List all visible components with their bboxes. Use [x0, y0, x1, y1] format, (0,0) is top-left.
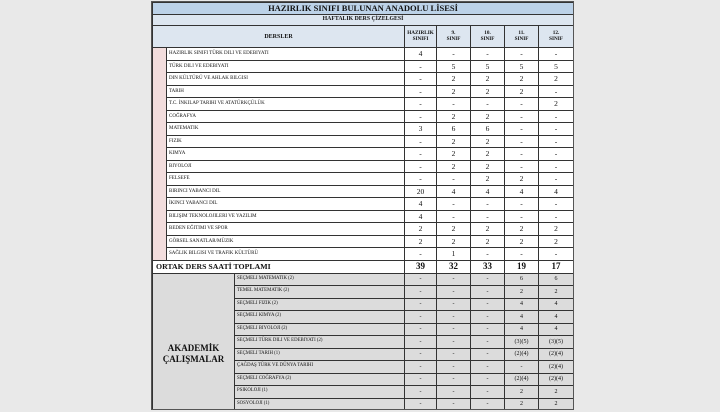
hours-cell: - — [405, 311, 437, 324]
subject-name: DIN KÜLTÜRÜ VE AHLAK BILGISI — [167, 73, 405, 86]
hours-cell: - — [505, 135, 539, 148]
subject-name: TARIH — [167, 85, 405, 98]
subject-name: BIYOLOJI — [167, 160, 405, 173]
subject-name: SOSYOLOJI (1) — [235, 398, 405, 410]
hours-cell: - — [471, 98, 505, 111]
hours-cell: - — [437, 198, 471, 211]
hours-cell: 2 — [505, 286, 539, 299]
hours-cell: 3 — [405, 123, 437, 136]
hours-cell: - — [539, 173, 574, 186]
grade-10-header — [471, 26, 505, 48]
hours-cell: 2 — [405, 223, 437, 236]
hours-cell: - — [471, 198, 505, 211]
ortak-dersler-label — [153, 48, 167, 261]
hours-cell: - — [405, 85, 437, 98]
hours-cell: 2 — [405, 235, 437, 248]
hours-cell: - — [405, 298, 437, 311]
grade-10-label: SINIF — [480, 35, 495, 42]
subject-name: ÇAĞDAŞ TÜRK VE DÜNYA TARIHI — [235, 361, 405, 374]
subject-name: SAĞLIK BILGISI VE TRAFIK KÜLTÜRÜ — [167, 248, 405, 261]
hours-cell: - — [405, 248, 437, 261]
hours-cell: 2 — [471, 148, 505, 161]
hours-cell: - — [437, 286, 471, 299]
subject-name: SEÇMELI KIMYA (2) — [235, 311, 405, 324]
hours-cell: - — [539, 135, 574, 148]
hours-cell: (3)(5) — [505, 336, 539, 349]
hours-cell: - — [437, 273, 471, 286]
hours-cell: - — [405, 273, 437, 286]
hours-cell: - — [471, 323, 505, 336]
hours-cell: - — [505, 160, 539, 173]
akademik-label-line: AKADEMİK — [167, 343, 220, 354]
subject-name: PSIKOLOJI (1) — [235, 386, 405, 399]
hours-cell: - — [471, 210, 505, 223]
hours-cell: 2 — [539, 386, 574, 399]
hours-cell: (2)(4) — [539, 361, 574, 374]
hours-cell: 2 — [437, 73, 471, 86]
hours-cell: - — [405, 173, 437, 186]
hours-cell: 2 — [471, 173, 505, 186]
hours-cell: 4 — [405, 198, 437, 211]
grade-9-num: 9. — [451, 30, 456, 37]
hours-cell: 4 — [539, 311, 574, 324]
hours-cell: - — [405, 73, 437, 86]
hours-cell: - — [539, 148, 574, 161]
hours-cell: - — [471, 273, 505, 286]
table-row — [153, 85, 574, 98]
hours-cell: - — [471, 336, 505, 349]
hours-cell: 4 — [405, 48, 437, 61]
hours-cell: - — [437, 311, 471, 324]
hours-cell: 2 — [539, 73, 574, 86]
hours-cell: - — [471, 373, 505, 386]
hours-cell: 2 — [539, 398, 574, 410]
total-label: ORTAK DERS SAATİ TOPLAMI — [153, 260, 405, 273]
hours-cell: - — [405, 398, 437, 410]
hours-cell: 6 — [471, 123, 505, 136]
hours-cell: 39 — [405, 260, 437, 273]
hours-cell: - — [471, 398, 505, 410]
hours-cell: 2 — [471, 85, 505, 98]
hours-cell: - — [539, 198, 574, 211]
hours-cell: (2)(4) — [539, 373, 574, 386]
hours-cell: 2 — [505, 223, 539, 236]
hours-cell: (2)(4) — [505, 373, 539, 386]
grade-11-header — [505, 26, 539, 48]
subject-name: FIZIK — [167, 135, 405, 148]
hours-cell: 2 — [471, 235, 505, 248]
hours-cell: - — [437, 48, 471, 61]
hours-cell: - — [405, 323, 437, 336]
subject-name: KIMYA — [167, 148, 405, 161]
hours-cell: - — [471, 248, 505, 261]
hours-cell: - — [405, 336, 437, 349]
hours-cell: 2 — [437, 148, 471, 161]
hours-cell: - — [405, 373, 437, 386]
hours-cell: - — [437, 386, 471, 399]
akademik-calismalar-label — [153, 273, 235, 410]
hours-cell: 6 — [437, 123, 471, 136]
hours-cell: 2 — [437, 85, 471, 98]
hours-cell: - — [539, 110, 574, 123]
table-row — [153, 248, 574, 261]
hours-cell: - — [437, 173, 471, 186]
subject-name: İKINCI YABANCI DIL — [167, 198, 405, 211]
subject-name: MATEMATIK — [167, 123, 405, 136]
hours-cell: 4 — [505, 323, 539, 336]
subject-name: T.C. İNKILAP TARIHI VE ATATÜRKÇÜLÜK — [167, 98, 405, 111]
hours-cell: 2 — [437, 135, 471, 148]
hours-cell: - — [405, 135, 437, 148]
total-row — [153, 260, 574, 273]
subject-name: TÜRK DILI VE EDEBIYATI — [167, 60, 405, 73]
hours-cell: 4 — [539, 323, 574, 336]
subject-name: SEÇMELI TÜRK DILI VE EDEBIYATI (2) — [235, 336, 405, 349]
hours-cell: 2 — [437, 160, 471, 173]
hours-cell: - — [471, 298, 505, 311]
hours-cell: 5 — [539, 60, 574, 73]
hours-cell: 4 — [539, 185, 574, 198]
hours-cell: - — [505, 198, 539, 211]
hours-cell: - — [437, 398, 471, 410]
hours-cell: 2 — [471, 160, 505, 173]
table-row — [153, 98, 574, 111]
hours-cell: - — [437, 348, 471, 361]
hours-cell: (2)(4) — [505, 348, 539, 361]
hours-cell: - — [405, 60, 437, 73]
hours-cell: 2 — [505, 85, 539, 98]
hours-cell: 2 — [471, 223, 505, 236]
hours-cell: 2 — [437, 223, 471, 236]
hours-cell: - — [437, 373, 471, 386]
hours-cell: - — [437, 98, 471, 111]
hours-cell: 2 — [437, 235, 471, 248]
akademik-label-line: ÇALIŞMALAR — [162, 354, 225, 365]
hours-cell: 2 — [505, 398, 539, 410]
subject-name: SEÇMELI BIYOLOJI (2) — [235, 323, 405, 336]
hours-cell: - — [505, 361, 539, 374]
akademik-table — [152, 273, 574, 411]
hours-cell: 2 — [471, 110, 505, 123]
hours-cell: - — [539, 248, 574, 261]
hours-cell: - — [505, 110, 539, 123]
hours-cell: 4 — [505, 298, 539, 311]
hours-cell: - — [405, 348, 437, 361]
table-row — [153, 135, 574, 148]
hours-cell: 32 — [437, 260, 471, 273]
grade-12-label: SINIF — [549, 35, 563, 42]
hours-cell: - — [405, 98, 437, 111]
hours-cell: - — [505, 210, 539, 223]
hours-cell: 2 — [505, 73, 539, 86]
hours-cell: - — [405, 160, 437, 173]
subject-name: BEDEN EĞITIMI VE SPOR — [167, 223, 405, 236]
hours-cell: - — [405, 110, 437, 123]
hours-cell: - — [437, 298, 471, 311]
hours-cell: 17 — [539, 260, 574, 273]
hours-cell: - — [405, 361, 437, 374]
hours-cell: - — [539, 210, 574, 223]
hazirlik-header — [405, 26, 437, 48]
hours-cell: - — [471, 286, 505, 299]
hours-cell: - — [539, 85, 574, 98]
table-row — [153, 235, 574, 248]
hours-cell: - — [505, 98, 539, 111]
table-row — [153, 173, 574, 186]
table-row — [153, 73, 574, 86]
hours-cell: 19 — [505, 260, 539, 273]
hours-cell: - — [505, 48, 539, 61]
hours-cell: 2 — [539, 98, 574, 111]
hours-cell: 2 — [471, 73, 505, 86]
hours-cell: - — [539, 48, 574, 61]
table-row — [153, 48, 574, 61]
schedule-subtitle: HAFTALIK DERS ÇİZELGESİ — [153, 15, 574, 26]
hours-cell: - — [505, 248, 539, 261]
hours-cell: - — [437, 336, 471, 349]
hours-cell: 2 — [539, 286, 574, 299]
school-title: HAZIRLIK SINIFI BULUNAN ANADOLU LİSESİ — [153, 3, 574, 15]
hours-cell: 5 — [437, 60, 471, 73]
table-row — [153, 210, 574, 223]
hours-cell: - — [471, 361, 505, 374]
hours-cell: 2 — [539, 235, 574, 248]
hours-cell: 33 — [471, 260, 505, 273]
grade-12-header — [539, 26, 574, 48]
hours-cell: 4 — [471, 185, 505, 198]
hours-cell: - — [471, 48, 505, 61]
subject-name: SEÇMELI COĞRAFYA (2) — [235, 373, 405, 386]
hours-cell: - — [405, 148, 437, 161]
hours-cell: 5 — [471, 60, 505, 73]
hours-cell: 4 — [505, 185, 539, 198]
table-row — [153, 223, 574, 236]
schedule-sheet — [151, 1, 574, 410]
hours-cell: - — [405, 386, 437, 399]
hours-cell: 2 — [471, 135, 505, 148]
subject-name: BIRINCI YABANCI DIL — [167, 185, 405, 198]
hours-cell: - — [471, 386, 505, 399]
hours-cell: 6 — [539, 273, 574, 286]
dersler-header: DERSLER — [153, 26, 405, 48]
hours-cell: - — [471, 311, 505, 324]
hours-cell: 5 — [505, 60, 539, 73]
subject-name: FELSEFE — [167, 173, 405, 186]
subject-name: TEMEL MATEMATIK (2) — [235, 286, 405, 299]
hours-cell: - — [471, 348, 505, 361]
subject-name: BILIŞIM TEKNOLOJILERI VE YAZILIM — [167, 210, 405, 223]
table-row — [153, 198, 574, 211]
subject-name: SEÇMELI MATEMATIK (2) — [235, 273, 405, 286]
subject-name: SEÇMELI FIZIK (2) — [235, 298, 405, 311]
grade-10-num: 10. — [484, 30, 491, 37]
hours-cell: 20 — [405, 185, 437, 198]
grade-11-num: 11. — [518, 30, 525, 37]
hours-cell: 6 — [505, 273, 539, 286]
hours-cell: - — [437, 361, 471, 374]
table-row — [153, 273, 574, 286]
table-row — [153, 185, 574, 198]
hours-cell: - — [405, 286, 437, 299]
subject-name: SEÇMELI TARIH (1) — [235, 348, 405, 361]
hours-cell: (2)(4) — [539, 348, 574, 361]
subject-name: COĞRAFYA — [167, 110, 405, 123]
hours-cell: - — [505, 123, 539, 136]
hours-cell: 4 — [539, 298, 574, 311]
table-row — [153, 160, 574, 173]
subject-name: GÖRSEL SANATLAR/MÜZIK — [167, 235, 405, 248]
hours-cell: 2 — [539, 223, 574, 236]
grade-9-header — [437, 26, 471, 48]
hours-cell: - — [437, 210, 471, 223]
hours-cell: 4 — [405, 210, 437, 223]
table-row — [153, 60, 574, 73]
subject-name: HAZIRLIK SINIFI TÜRK DILI VE EDEBIYATI — [167, 48, 405, 61]
hours-cell: 2 — [505, 173, 539, 186]
hours-cell: - — [539, 123, 574, 136]
table-row — [153, 148, 574, 161]
hazirlik-header-line1: HAZIRLIK — [407, 30, 434, 37]
hours-cell: 2 — [505, 386, 539, 399]
grade-12-num: 12. — [552, 30, 560, 37]
table-row — [153, 110, 574, 123]
hazirlik-header-line2: SINIFI — [412, 35, 429, 42]
hours-cell: 2 — [505, 235, 539, 248]
hours-cell: 2 — [437, 110, 471, 123]
grade-11-label: SINIF — [514, 35, 529, 42]
hours-cell: - — [505, 148, 539, 161]
weekly-schedule-table — [152, 2, 574, 274]
hours-cell: - — [539, 160, 574, 173]
hours-cell: 1 — [437, 248, 471, 261]
hours-cell: (3)(5) — [539, 336, 574, 349]
table-row — [153, 123, 574, 136]
grade-9-label: SINIF — [446, 35, 461, 42]
hours-cell: 4 — [505, 311, 539, 324]
hours-cell: - — [437, 323, 471, 336]
hours-cell: 4 — [437, 185, 471, 198]
